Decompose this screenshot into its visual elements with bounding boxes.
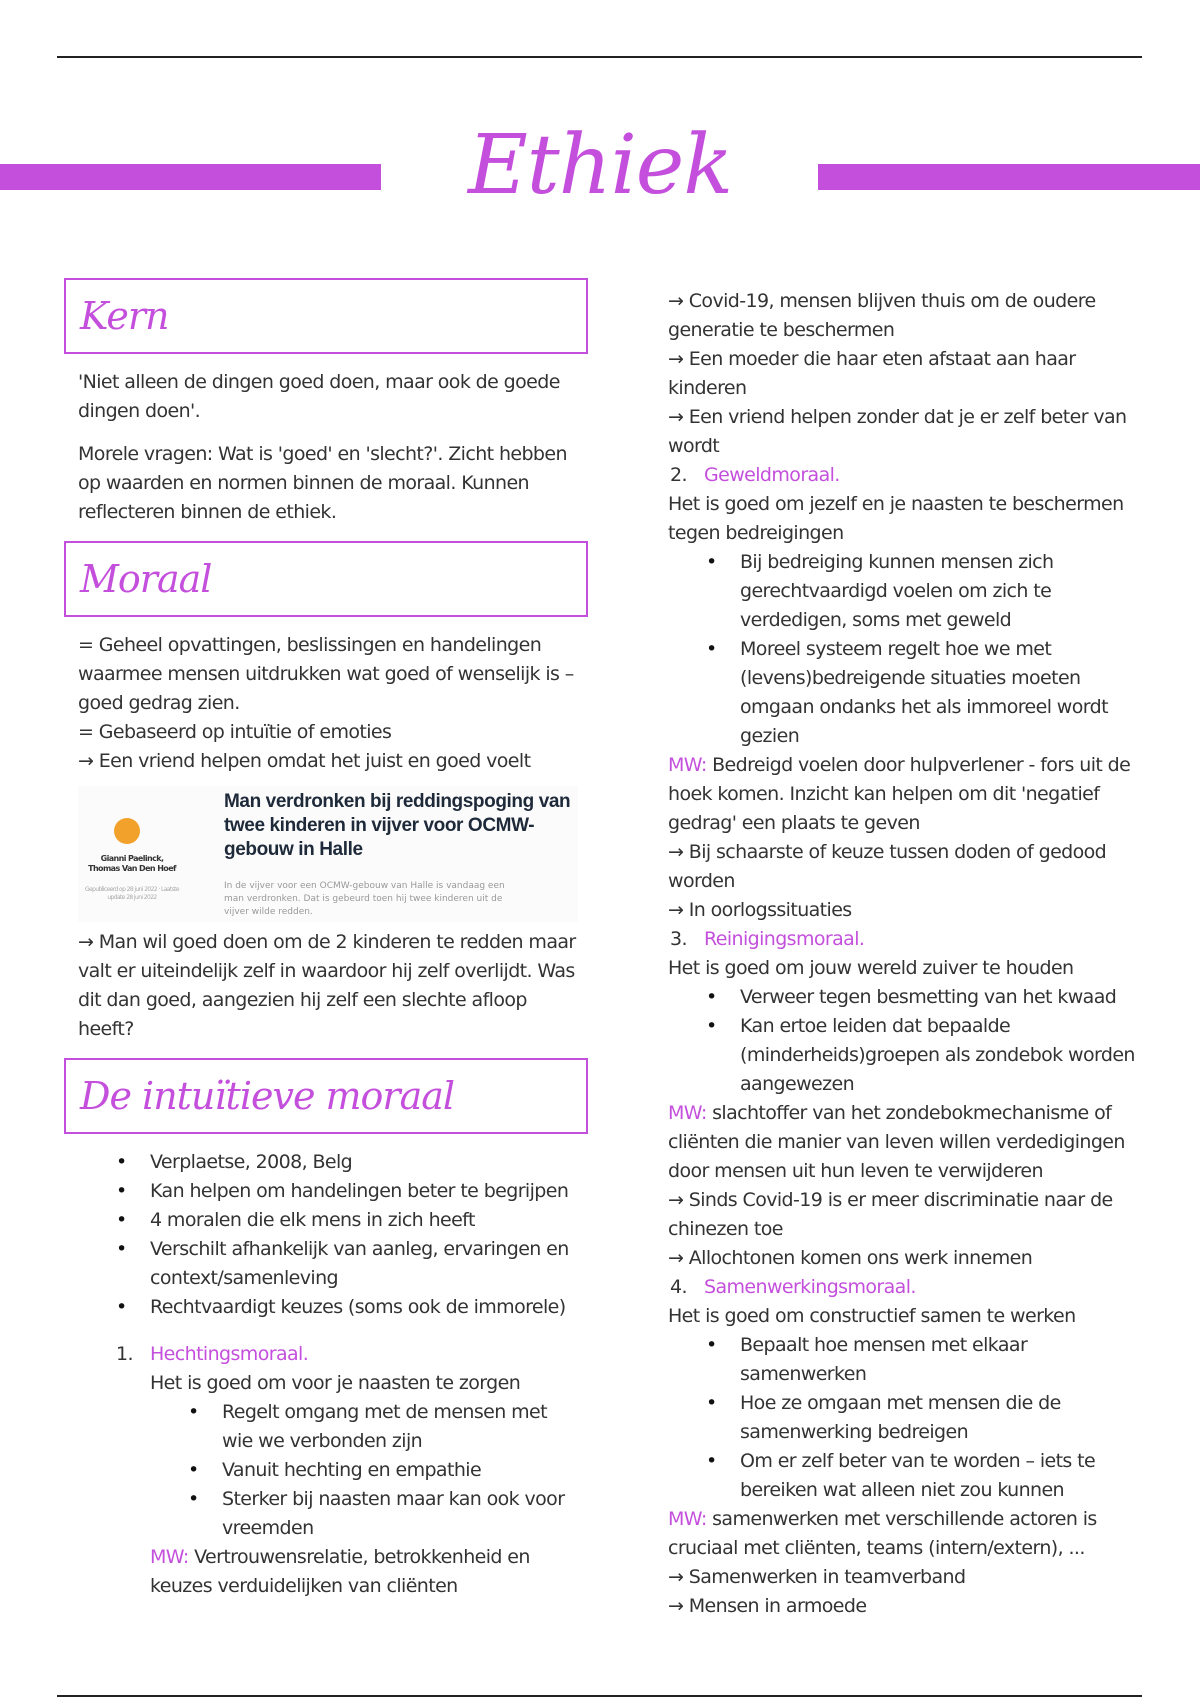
list-item: • Kan helpen om handelingen beter te begrijpen xyxy=(78,1177,578,1206)
list-item: • Rechtvaardigt keuzes (soms ook de immorele) xyxy=(78,1293,578,1322)
list-item: • Sterker bij naasten maar kan ook voor vreemden xyxy=(150,1485,578,1543)
news-authors: Gianni Paelinck, Thomas Van Den Hoef xyxy=(88,854,176,873)
list-item: • Kan ertoe leiden dat bepaalde (minderheids)groepen als zondebok worden aangewezen xyxy=(668,1012,1138,1099)
geweld-number: 2. xyxy=(670,464,687,486)
samenwerking-mw xyxy=(668,1505,1138,1563)
list-item: • Verplaetse, 2008, Belg xyxy=(78,1148,578,1177)
hechting-example: → Een moeder die haar eten afstaat aan haar kinderen xyxy=(668,345,1138,403)
list-item: • Regelt omgang met de mensen met wie we verbonden zijn xyxy=(150,1398,578,1456)
list-item: • Vanuit hechting en empathie xyxy=(150,1456,578,1485)
reiniging-title: Reinigingsmoraal. xyxy=(704,928,865,950)
list-item: • Hoe ze omgaan met mensen die de samenwerking bedreigen xyxy=(668,1389,1138,1447)
section-reiniging xyxy=(632,925,1138,954)
news-article-card xyxy=(78,786,578,922)
samenwerking-text: Het is goed om constructief samen te werken xyxy=(668,1305,1076,1327)
news-lead: In de vijver voor een OCMW-gebouw van Halle is vandaag een man verdronken. Dat is gebeurd toen hij twee kinderen uit de vijver wilde redden. xyxy=(224,881,505,917)
heading-kern: Kern xyxy=(80,294,169,338)
hechting-number: 1. xyxy=(116,1343,133,1365)
geweld-example: → In oorlogssituaties xyxy=(668,896,1138,925)
reiniging-list xyxy=(668,983,1138,1099)
list-item: • Verweer tegen besmetting van het kwaad xyxy=(668,983,1138,1012)
title-band-left xyxy=(0,164,381,190)
mw-label: MW: xyxy=(668,1508,707,1530)
mw-label: MW: xyxy=(150,1546,189,1568)
section-samenwerking xyxy=(632,1273,1138,1302)
news-logo-icon xyxy=(114,818,140,844)
hechting-text: Het is goed om voor je naasten te zorgen xyxy=(150,1372,521,1394)
mw-label: MW: xyxy=(668,754,707,776)
moraal-definition-1: = Geheel opvattingen, beslissingen en handelingen waarmee mensen uitdrukken wat goed of wenselijk is – goed gedrag zien. xyxy=(78,634,574,714)
section-hechting xyxy=(78,1340,578,1369)
right-column xyxy=(668,287,1138,1621)
moraal-comment: → Man wil goed doen om de 2 kinderen te redden maar valt er uiteindelijk zelf in waardoor hij zelf overlijdt. Was dit dan goed, aangezien hij zelf een slechte afloop heeft? xyxy=(78,928,578,1044)
section-geweld xyxy=(632,461,1138,490)
geweld-title: Geweldmoraal. xyxy=(704,464,840,486)
hechting-title: Hechtingsmoraal. xyxy=(150,1343,309,1365)
hechting-example: → Een vriend helpen zonder dat je er zelf beter van wordt xyxy=(668,403,1138,461)
mw-text: Bedreigd voelen door hulpverlener - fors uit de hoek komen. Inzicht kan helpen om dit 'negatief gedrag' een plaats te geven xyxy=(668,754,1131,834)
top-rule xyxy=(57,56,1142,58)
list-item: • Moreel systeem regelt hoe we met (levens)bedreigende situaties moeten omgaan ondanks het als immoreel wordt gezien xyxy=(668,635,1138,751)
heading-box-kern xyxy=(64,278,588,354)
heading-box-intuitieve xyxy=(64,1058,588,1134)
hechting-list xyxy=(78,1398,578,1543)
bottom-rule xyxy=(57,1695,1142,1697)
news-headline: Man verdronken bij reddingspoging van twee kinderen in vijver voor OCMW-gebouw in Halle xyxy=(224,791,571,860)
reiniging-mw xyxy=(668,1099,1138,1186)
title-band-right xyxy=(818,164,1200,190)
geweld-list xyxy=(668,548,1138,751)
intuitieve-list xyxy=(78,1148,578,1322)
kern-text: Morele vragen: Wat is 'goed' en 'slecht?'. Zicht hebben op waarden en normen binnen de moraal. Kunnen reflecteren binnen de ethiek. xyxy=(78,443,567,523)
mw-text: slachtoffer van het zondebokmechanisme of cliënten die manier van leven willen verdedigingen door mensen uit hun leven te verwijderen xyxy=(668,1102,1125,1182)
list-item: • Verschilt afhankelijk van aanleg, ervaringen en context/samenleving xyxy=(78,1235,578,1293)
news-dates: Gepubliceerd op 28 juni 2022 · Laatste update 28 juni 2022 xyxy=(84,886,180,901)
page-title: Ethiek xyxy=(467,118,733,213)
heading-intuitieve: De intuïtieve moraal xyxy=(80,1074,455,1118)
reiniging-text: Het is goed om jouw wereld zuiver te houden xyxy=(668,957,1074,979)
samenwerking-list xyxy=(668,1331,1138,1505)
samenwerking-example: → Mensen in armoede xyxy=(668,1592,1138,1621)
geweld-mw xyxy=(668,751,1138,838)
geweld-example: → Bij schaarste of keuze tussen doden of gedood worden xyxy=(668,838,1138,896)
list-item: • Bij bedreiging kunnen mensen zich gerechtvaardigd voelen om zich te verdedigen, soms met geweld xyxy=(668,548,1138,635)
list-item: • Bepaalt hoe mensen met elkaar samenwerken xyxy=(668,1331,1138,1389)
heading-moraal: Moraal xyxy=(80,557,212,601)
mw-text: samenwerken met verschillende actoren is cruciaal met cliënten, teams (intern/extern), ... xyxy=(668,1508,1097,1559)
hechting-mw xyxy=(78,1543,578,1601)
hechting-example: → Covid-19, mensen blijven thuis om de oudere generatie te beschermen xyxy=(668,287,1138,345)
geweld-text: Het is goed om jezelf en je naasten te beschermen tegen bedreigingen xyxy=(668,493,1124,544)
samenwerking-number: 4. xyxy=(670,1276,687,1298)
heading-box-moraal xyxy=(64,541,588,617)
kern-quote: 'Niet alleen de dingen goed doen, maar ook de goede dingen doen'. xyxy=(78,371,560,422)
moraal-example: → Een vriend helpen omdat het juist en goed voelt xyxy=(78,747,578,776)
samenwerking-example: → Samenwerken in teamverband xyxy=(668,1563,1138,1592)
samenwerking-title: Samenwerkingsmoraal. xyxy=(704,1276,916,1298)
moraal-definition-2: = Gebaseerd op intuïtie of emoties xyxy=(78,721,392,743)
mw-text: Vertrouwensrelatie, betrokkenheid en keuzes verduidelijken van cliënten xyxy=(150,1546,530,1597)
reiniging-example: → Sinds Covid-19 is er meer discriminatie naar de chinezen toe xyxy=(668,1186,1138,1244)
reiniging-example: → Allochtonen komen ons werk innemen xyxy=(668,1244,1138,1273)
reiniging-number: 3. xyxy=(670,928,687,950)
list-item: • Om er zelf beter van te worden – iets te bereiken wat alleen niet zou kunnen xyxy=(668,1447,1138,1505)
list-item: • 4 moralen die elk mens in zich heeft xyxy=(78,1206,578,1235)
left-column xyxy=(78,278,578,1601)
mw-label: MW: xyxy=(668,1102,707,1124)
